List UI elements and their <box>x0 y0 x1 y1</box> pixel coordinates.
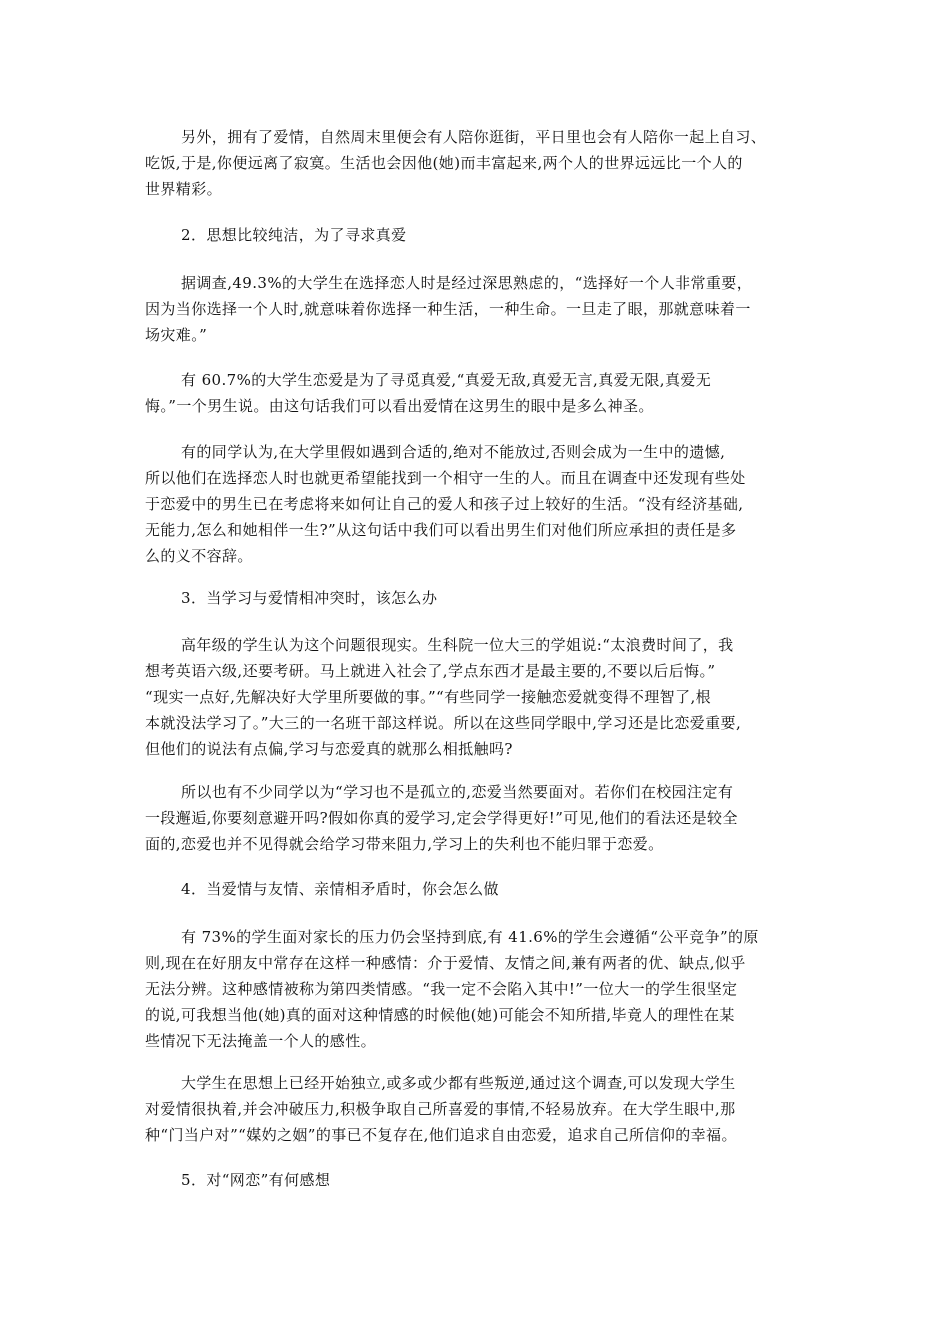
paragraph <box>145 439 817 569</box>
paragraph <box>145 924 817 1054</box>
paragraph-line: 另外，拥有了爱情，自然周末里便会有人陪你逛街，平日里也会有人陪你一起上自习、 <box>181 128 767 146</box>
paragraph-line: 种“门当户对”“媒妁之姻”的事已不复存在,他们追求自由恋爱，追求自己所信仰的幸福。 <box>145 1126 737 1144</box>
paragraph-line: 有的同学认为,在大学里假如遇到合适的,绝对不能放过,否则会成为一生中的遗憾, <box>181 443 726 461</box>
paragraph-line: 大学生在思想上已经开始独立,或多或少都有些叛逆,通过这个调查,可以发现大学生 <box>181 1074 736 1092</box>
paragraph-line: 本就没法学习了。”大三的一名班干部这样说。所以在这些同学眼中,学习还是比恋爱重要, <box>145 714 742 732</box>
paragraph <box>145 632 817 762</box>
paragraph <box>145 270 817 348</box>
paragraph <box>145 124 817 202</box>
section-heading: 4．当爱情与友情、亲情相矛盾时，你会怎么做 <box>181 880 499 898</box>
paragraph-line: 于恋爱中的男生已在考虑将来如何让自己的爱人和孩子过上较好的生活。“没有经济基础, <box>145 495 744 513</box>
section-heading: 3．当学习与爱情相冲突时，该怎么办 <box>181 589 438 607</box>
section-heading: 5．对“网恋”有何感想 <box>181 1171 331 1189</box>
paragraph-line: 但他们的说法有点偏,学习与恋爱真的就那么相抵触吗? <box>145 740 513 758</box>
paragraph-line: 世界精彩。 <box>145 180 223 198</box>
paragraph-line: 吃饭,于是,你便远离了寂寞。生活也会因他(她)而丰富起来,两个人的世界远远比一个人的 <box>145 154 743 172</box>
section-heading: 2．思想比较纯洁，为了寻求真爱 <box>181 226 407 244</box>
paragraph-line: 对爱情很执着,并会冲破压力,积极争取自己所喜爱的事情,不轻易放弃。在大学生眼中,那 <box>145 1100 736 1118</box>
paragraph-line: 无法分辨。这种感情被称为第四类情感。“我一定不会陷入其中!”一位大一的学生很坚定 <box>145 980 738 998</box>
paragraph-line: 高年级的学生认为这个问题很现实。生科院一位大三的学姐说:“太浪费时间了，我 <box>181 636 734 654</box>
paragraph-line: 有 73%的学生面对家长的压力仍会坚持到底,有 41.6%的学生会遵循“公平竞争”的原 <box>181 928 759 946</box>
paragraph-line: 据调查,49.3%的大学生在选择恋人时是经过深思熟虑的，“选择好一个人非常重要， <box>181 274 753 292</box>
paragraph-line: 么的义不容辞。 <box>145 547 253 565</box>
paragraph-line: 所以他们在选择恋人时也就更希望能找到一个相守一生的人。而且在调查中还发现有些处 <box>145 469 746 487</box>
paragraph-line: 场灾难。” <box>145 326 208 344</box>
paragraph-line: 一段邂逅,你要刻意避开吗?假如你真的爱学习,定会学得更好!”可见,他们的看法还是较全 <box>145 809 738 827</box>
paragraph-line: 些情况下无法掩盖一个人的感性。 <box>145 1032 377 1050</box>
paragraph <box>145 367 817 419</box>
paragraph-line: 因为当你选择一个人时,就意味着你选择一种生活，一种生命。一旦走了眼，那就意味着一 <box>145 300 751 318</box>
paragraph-line: 所以也有不少同学以为“学习也不是孤立的,恋爱当然要面对。若你们在校园注定有 <box>181 783 734 801</box>
paragraph-line: 面的,恋爱也并不见得就会给学习带来阻力,学习上的失利也不能归罪于恋爱。 <box>145 835 664 853</box>
paragraph <box>145 779 817 857</box>
paragraph-line: 无能力,怎么和她相伴一生?”从这句话中我们可以看出男生们对他们所应承担的责任是多 <box>145 521 737 539</box>
paragraph-line: “现实一点好,先解决好大学里所要做的事。”“有些同学一接触恋爱就变得不理智了,根 <box>145 688 712 706</box>
paragraph-line: 想考英语六级,还要考研。马上就进入社会了,学点东西才是最主要的,不要以后后悔。” <box>145 662 716 680</box>
paragraph-line: 的说,可我想当他(她)真的面对这种情感的时候他(她)可能会不知所措,毕竟人的理性在某 <box>145 1006 735 1024</box>
paragraph-line: 悔。”一个男生说。由这句话我们可以看出爱情在这男生的眼中是多么神圣。 <box>145 397 654 415</box>
paragraph <box>145 1070 817 1148</box>
paragraph-line: 有 60.7%的大学生恋爱是为了寻觅真爱,“真爱无敌,真爱无言,真爱无限,真爱无 <box>181 371 712 389</box>
paragraph-line: 则,现在在好朋友中常存在这样一种感情：介于爱情、友情之间,兼有两者的优、缺点,似乎 <box>145 954 746 972</box>
